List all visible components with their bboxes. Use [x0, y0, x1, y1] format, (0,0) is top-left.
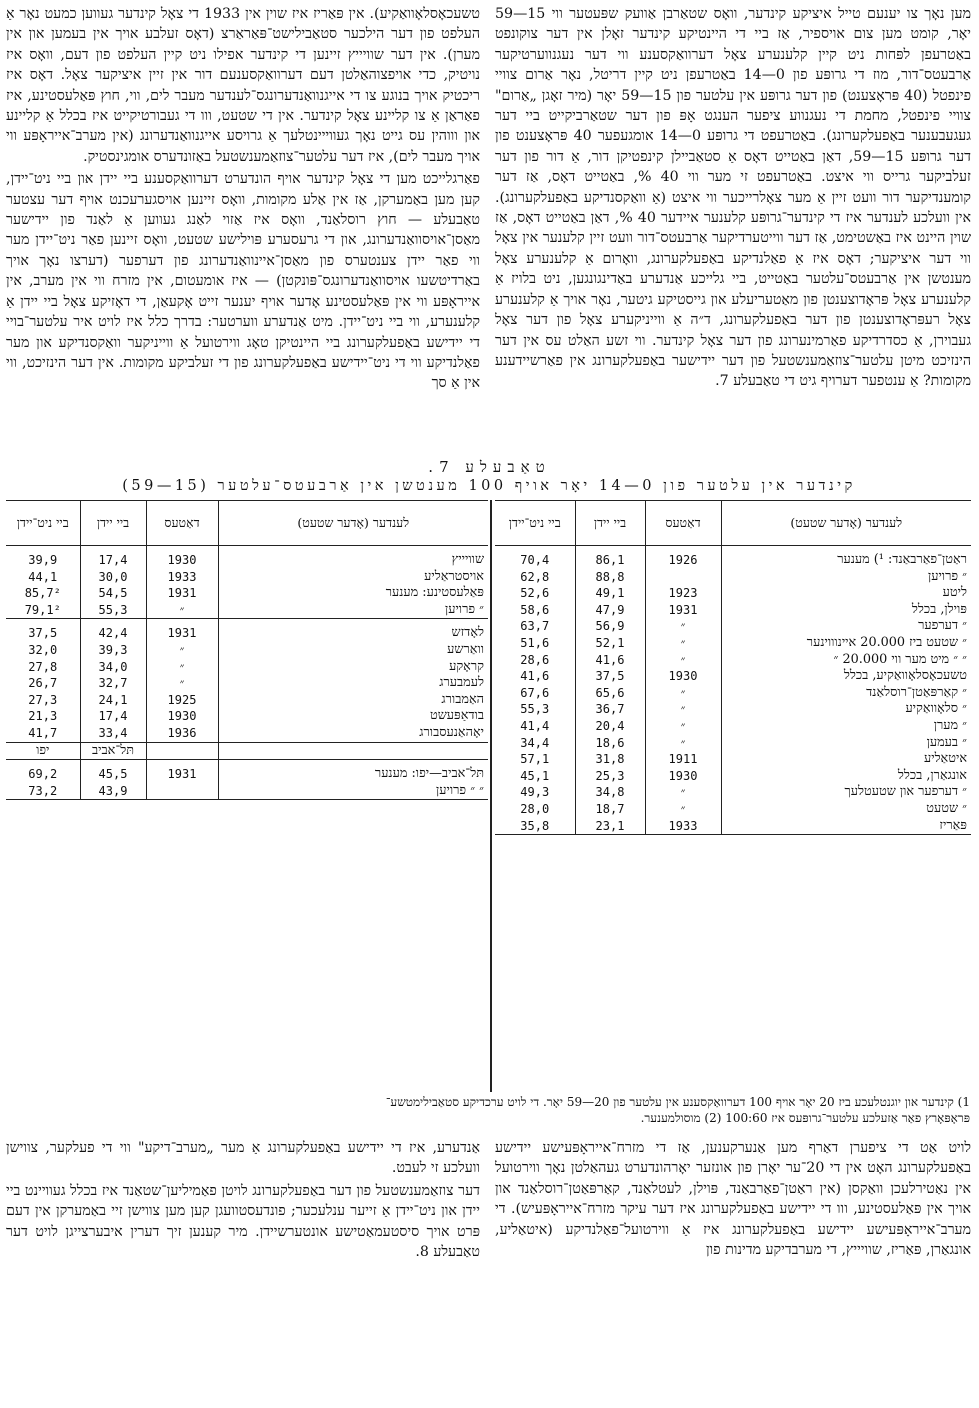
table-row	[6, 585, 488, 602]
row-label: ״ ״ מיט מער ווי 20.000 ״	[721, 652, 971, 669]
census-year: ״	[146, 659, 218, 676]
row-label: ״ שטעט	[721, 801, 971, 818]
value-jews: 18,6	[575, 735, 645, 752]
text-column-top-left	[6, 4, 480, 452]
table-row	[6, 783, 488, 800]
table-row	[6, 760, 488, 783]
empty-cell	[146, 742, 218, 760]
census-year: 1933	[645, 818, 721, 835]
value-jews: 37,5	[575, 668, 645, 685]
row-label: וואַרשע	[218, 642, 488, 659]
census-year: 1930	[645, 668, 721, 685]
value-jews: 23,1	[575, 818, 645, 835]
value-nonjews: 49,3	[520, 785, 550, 800]
header-jews: ביי יידן	[575, 501, 645, 546]
census-year: 1931	[146, 619, 218, 642]
value-jews: 45,5	[80, 760, 146, 783]
value-nonjews: 52,6	[520, 586, 550, 601]
census-year: ״	[645, 618, 721, 635]
census-year: ״	[645, 801, 721, 818]
table-row	[495, 652, 971, 669]
header-census: דאַטעס	[146, 501, 218, 546]
census-year: 1931	[645, 602, 721, 619]
header-nonjews: ביי ניט־יידן	[495, 501, 575, 546]
value-jews: 18,7	[575, 801, 645, 818]
value-jews: 24,1	[80, 692, 146, 709]
header-jews: ביי יידן	[80, 501, 146, 546]
census-year: ״	[645, 652, 721, 669]
census-year: 1926	[645, 546, 721, 569]
table-row	[495, 635, 971, 652]
empty-cell	[218, 742, 488, 760]
value-nonjews: 39,9	[28, 553, 58, 567]
paragraph: מען נאָך צו יענעם טייל איציקע קינדער, וואָס שטאַרבן אַוועק שפּעטער ווי 15—59 יאָר, קומט מען צום אויספיר, אַז ביי די היינטיקע קינדער זאָלן אין דער צוקונפט באַטרעפן לפּחות ניט קיין קלענערע צאָל דערוואַקסענע ווי דער נעגנווערטיקער אַרבעטס־דור, מוז די גרופּע פון 0—14 באַטרעפן ניט קיין דריטל, נאָר אַרום צוויי פינפטל (40 פּראָצענט) פון דער גרופּע אין עלטער פון 15—59 יאָר (מיר זאָגן „אַרום" צוויי פינפטל, מחמת די נעגנווע ציפער הענגט אָפּ פון דער שטאַרביקייט ביי דער געגעבענער באַפעלקערונג). באַטרעפט די גרופּע 0—14 אומגעפער 40 פּראָצענט פון דער גרופּע 15—59, דאַן באַטייט דאָס אַ סטאַביילן קינפטיקן דור, אַ דור פון דער זעלביקער גרייס ווי איצט. באַטרעפט זי מער ווי 40 %, באַטייט דאָס, אַז דער קומענדיקער דור וועט זיין אַ מער צאָלרייכער ווי איצט (אַ וואַקסנדיקע באַפעלקערונג). אין וועלכע לענדער איז די קינדער־גרופּע קלענער איידער 40 %, דאַן באַטייט דאָס, אַז שוין היינט איז באַשטימט, אַז דער ווייטערדיקער אַרבעטס־דור וועט זיין קלענער אין צאָל ווי דער איציקער; דאָס איז אַ פאַלנדיקע באַפעלקערונג, וואָרום אַ קלענערע צאָל מענטשן אין אַרבעטס־עלטער באַטייט, ביי גלייכע אַנדערע באַדינגונגען, ניט בלויז אַ קלענערע צאָל פּראָדוצענטן פון מאַטעריעלע און גייסטיקע גיטער, נאָר אויך אַ קלענערע צאָל רעפּראָדוצענטן פון דער באַפעלקערונג, ד״ה אַ ווייניקערע צאָל פון דער צאָל געבוירן, אַ כסדרדיקע פאַרמינערונג פון דער צאָל קינדער. ווי זשע האַלט עס אין דער הינזיכט מיטן עלטער־צוזאַמענשטעל פון דער יידישער באַפעלקערונג אין פאַרשיידענע מקומות? אַ ענטפער דערויף גיט די טאַבעלע 7.	[495, 6, 971, 390]
row-label: ״ פרויען	[721, 569, 971, 586]
value-nonjews: 41,7	[28, 725, 58, 740]
subheader-telaviv: תּל־אביב	[80, 742, 146, 760]
table-row	[6, 708, 488, 725]
table-row	[495, 602, 971, 619]
value-jews: 33,4	[80, 725, 146, 742]
row-label: ״ שטעט ביז 20.000 איינוווינער	[721, 635, 971, 652]
value-jews: 30,0	[80, 569, 146, 586]
value-nonjews: 41,6	[520, 669, 550, 684]
table-row	[495, 818, 971, 835]
footnote: 1) קינדער און יוגנטלעכע ביז 20 יאָר אויף 100 דערוואַקסענע אין עלטער פון 20—59 יאָר. די לויט ערכדיקע סטאַבילימטשע־	[385, 1095, 970, 1109]
value-nonjews: 37,5	[28, 626, 58, 641]
census-year	[146, 783, 218, 800]
text-column-bottom-right	[495, 1138, 971, 1406]
table-divider	[490, 500, 492, 1092]
table-row	[495, 668, 971, 685]
header-nonjews: ביי ניט־יידן	[6, 501, 80, 546]
table-row	[495, 784, 971, 801]
table-row	[6, 725, 488, 742]
header-census: דאַטעס	[645, 501, 721, 546]
value-jews: 34,8	[575, 784, 645, 801]
value-nonjews: 79,1²	[6, 602, 80, 619]
table-row	[6, 602, 488, 619]
value-nonjews: 41,4	[520, 718, 550, 733]
value-jews: 54,5	[80, 585, 146, 602]
table-left-half	[6, 500, 488, 800]
table-row	[495, 546, 971, 569]
census-year: 1931	[146, 760, 218, 783]
value-nonjews: 73,2	[28, 783, 58, 798]
value-jews: 17,4	[80, 546, 146, 569]
table-row	[495, 569, 971, 586]
subheader-jaffa: יפו	[6, 742, 80, 760]
row-label: ״ דערפער	[721, 618, 971, 635]
row-label: פּוילן, בכלל	[721, 602, 971, 619]
value-nonjews: 27,3	[28, 692, 58, 707]
table-subtitle: קינדער אין עלטער פון 0—14 יאָר אויף 100 מענטשן אין אַרבעטס־עלטער (15—59)	[122, 478, 856, 494]
table-row	[6, 659, 488, 676]
table-title: טאַבעלע 7.	[428, 458, 551, 476]
row-label: פּאַלעסטינע: מענער	[218, 585, 488, 602]
table-left-body	[6, 546, 488, 800]
row-label: שוויייץ	[218, 546, 488, 569]
value-nonjews: 21,3	[28, 709, 58, 724]
paragraph: דער צוזאַמענשטעל פון דער באַפעלקערונג לויטן פאַמיליען־שטאַנד איז בכלל געוויינט ביי יידן און ניט־יידן אַ זייער ענלעכער; פונדעסטוועגן קען מען צווישן זיי באַמערקן אין דעם פּרט אויך סיסטעמאַטישע אונטערשיידן. מיר קענען זיך דערין איבערצייגן לויט דער טאַבעלע 8.	[6, 1182, 480, 1261]
value-jews: 36,7	[575, 701, 645, 718]
row-label: ״ בעמען	[721, 735, 971, 752]
census-year: 1936	[146, 725, 218, 742]
value-nonjews: 26,7	[28, 676, 58, 691]
value-jews: 88,8	[575, 569, 645, 586]
table-row	[6, 692, 488, 709]
row-label: ״ ״ פרויען	[218, 783, 488, 800]
census-year: 1930	[146, 708, 218, 725]
row-label: ״ קאַרפּאַטן־רוסלאַנד	[721, 685, 971, 702]
census-year: ״	[645, 718, 721, 735]
row-label: ״ דערפער און שטעטלעך	[721, 784, 971, 801]
text-column-top-right	[495, 4, 971, 452]
paragraph: אַנדערע, איז די יידישע באַפעלקערונג אַ מער „מערב־דיקע" ווי די פעלקער, צווישן וועלכע זי לעבט.	[6, 1140, 480, 1177]
value-jews: 52,1	[575, 635, 645, 652]
table-right-body	[495, 546, 971, 835]
value-nonjews: 28,6	[520, 652, 550, 667]
table-row	[6, 619, 488, 642]
census-year: ״	[645, 784, 721, 801]
row-label: האַמבורג	[218, 692, 488, 709]
value-nonjews: 63,7	[520, 619, 550, 634]
census-year: ״	[645, 735, 721, 752]
value-jews: 86,1	[575, 546, 645, 569]
value-nonjews: 28,0	[520, 801, 550, 816]
value-jews: 56,9	[575, 618, 645, 635]
value-jews: 49,1	[575, 585, 645, 602]
table-row	[6, 546, 488, 569]
row-label: אויסטראַליע	[218, 569, 488, 586]
table-row	[495, 701, 971, 718]
value-jews: 41,6	[575, 652, 645, 669]
row-label: ״ סלאָוואַקיע	[721, 701, 971, 718]
census-year: 1931	[146, 585, 218, 602]
row-label: פּאַריז	[721, 818, 971, 835]
census-year: 1933	[146, 569, 218, 586]
census-year: ״	[146, 602, 218, 619]
footnote: פּראָפּאָרץ פאַר אַזעלכע עלטער־גרופּעס איז 100:60 (2) מוסולמענער.	[640, 1111, 970, 1125]
table-row	[495, 618, 971, 635]
table-row	[495, 718, 971, 735]
census-year: 1911	[645, 751, 721, 768]
row-label: לעמבערג	[218, 675, 488, 692]
value-jews: 42,4	[80, 619, 146, 642]
census-year: 1925	[146, 692, 218, 709]
header-country: לענדער (אָדער שטעט)	[721, 501, 971, 546]
value-nonjews: 44,1	[28, 569, 58, 584]
row-label: יאָהאַנעסבורג	[218, 725, 488, 742]
value-nonjews: 62,8	[520, 569, 550, 584]
table-row	[495, 735, 971, 752]
row-label: תּל־אביב—יפו: מענער	[218, 760, 488, 783]
row-label: ״ מערן	[721, 718, 971, 735]
value-jews: 31,8	[575, 751, 645, 768]
census-year: 1930	[146, 546, 218, 569]
row-label: טשעכאָסלאָוואַקיע, בכלל	[721, 668, 971, 685]
value-nonjews: 55,3	[520, 702, 550, 717]
value-jews: 65,6	[575, 685, 645, 702]
value-nonjews: 69,2	[28, 767, 58, 782]
value-nonjews: 45,1	[520, 768, 550, 783]
row-label: בודאַפּעשט	[218, 708, 488, 725]
census-year: ״	[146, 675, 218, 692]
row-label: ליטע	[721, 585, 971, 602]
census-year: ״	[645, 685, 721, 702]
table-row	[495, 685, 971, 702]
census-year: ״	[645, 701, 721, 718]
value-jews: 25,3	[575, 768, 645, 785]
value-nonjews: 67,6	[520, 685, 550, 700]
footnotes	[8, 1094, 970, 1126]
table-row	[495, 768, 971, 785]
table-right-half	[495, 500, 971, 835]
value-nonjews: 27,8	[28, 659, 58, 674]
census-year: ״	[645, 635, 721, 652]
value-jews: 32,7	[80, 675, 146, 692]
row-label: אונגאַרן, בכלל	[721, 768, 971, 785]
value-nonjews: 58,6	[520, 602, 550, 617]
value-nonjews: 34,4	[520, 735, 550, 750]
census-year: 1923	[645, 585, 721, 602]
table-row	[495, 585, 971, 602]
table-row	[6, 675, 488, 692]
row-label: ״ פרויען	[218, 602, 488, 619]
value-nonjews: 85,7²	[24, 586, 61, 601]
value-jews: 20,4	[575, 718, 645, 735]
table-subheader-row	[6, 742, 488, 760]
paragraph: לויט אַט די ציפערן דאַרף מען אַנערקענען, אַז די מזרח־אייראָפּעישע יידישע באַפעלקערונג האָט אין די 20־ער יאָרן פון אונזער יאָרהונדערט געהאַלטן נאָך ווירטועל אין נאַטירלעכן וואַקסן (אין ראַטן־פאַרבאַנד, פּוילן, לעטלאַנד, קאַרפּאַטן־רוסלאַנד און אויך אין פּאַלעסטינע, ווו די יידישע באַפעלקערונג איז דער עיקר מזרח־אייראָפּעיש). די מערב־אייראָפּעישע יידישע באַפעלקערונג איז אַ ווירטועל־פאַלנדיקע (איטאַליע, אונגאַרן, פּאַריז, שוויייץ, די מערבדיקע מדינות פון	[495, 1140, 971, 1259]
row-label: קראָקע	[218, 659, 488, 676]
value-jews: 43,9	[80, 783, 146, 800]
table-row	[495, 801, 971, 818]
census-year: ״	[146, 642, 218, 659]
paragraph: פאַרגלייכט מען די צאָל קינדער אויף הונדערט דערוואַקסענע ביי יידן און ביי ניט־יידן, קען מען באַמערקן, אַז אין אַלע מקומות, וואָס זיינען אויסגערעכנט אויף דער עצטער טאַבעלע — חוץ רוסלאַנד, וואָס איז אַזוי לאַנג געווען אַ לאַנד פון יידישער מאַסן־אויסוואַנדערונג, און די גרעסערע פּוילישע שטעט, וואָס זיינען פאַר ניט־יידן מער ווי פאַר יידן צענטערס פון מאַסן־איינוואַנדערונג פון דערפער (דערצו נאָך אויך באַרדיטשעו אויסוואַנדערונגס־פּונקטן) — איז אומעטום, אין מזרח ווי אין מערב, אין אייראָפּע ווי אין פּאַלעסטינע אָדער אויף יענער זייט אָקעאַן, די דאָזיקע צאָל ביי יידן אַ קלענערע, ווי ביי ניט־יידן. מיט אַנדערע ווערטער: בדרך כלל איז לויט איר עלטער־בויי די יידישע באַפעלקערונג ביי היינטיקן טאָג ווירטועל אַ ווייניקער וואַקסנדיקע און מער פאַלנדיקע ווי די ניט־יידישע באַפעלקערונג פון די זעלביקע מקומות. אין דער הינזיכט, ווי אין אַ סך	[6, 171, 480, 392]
census-year	[645, 569, 721, 586]
value-nonjews: 70,4	[520, 553, 550, 567]
table-row	[6, 642, 488, 659]
value-jews: 34,0	[80, 659, 146, 676]
value-jews: 55,3	[80, 602, 146, 619]
value-jews: 47,9	[575, 602, 645, 619]
value-nonjews: 57,1	[520, 752, 550, 767]
value-nonjews: 51,6	[520, 635, 550, 650]
census-year: 1930	[645, 768, 721, 785]
row-label: איטאַליע	[721, 751, 971, 768]
value-jews: 17,4	[80, 708, 146, 725]
table-row	[495, 751, 971, 768]
header-country: לענדער (אָדער שטעט)	[218, 501, 488, 546]
value-jews: 39,3	[80, 642, 146, 659]
text-column-bottom-left	[6, 1138, 480, 1406]
paragraph: טשעכאָסלאָוואַקיע). אין פּאַריז איז שוין אין 1933 די צאָל קינדער געווען כמעט נאָר אַ העלפט פון דער הילכער סטאַבילישט־פּאַראַרצ (דאָס זעלבע אויך אין בעמען און אין מערן). אין דער שוויייץ זיינען די קינדער אפילו ניט קיין העלפט פון דעם, וואָס איז נויטיק, כדי אויפצוהאַלטן דעם דערוואַקסענעם דור אין זיין איציקער צאָל. דאָס איז ריכטיק אויך בנוגע צו די אייגנוואַנדערונגס־לענדער מעבר לים, ווי, חוץ פּאַלעסטינע, איז פאַראַן אַ צו קליינע צאָל קינדער. אין די שטעט, ווו די געבורטיקייט איז בכלל אַ קליינע און וווהין עס גייט נאָך געווייינטלעך אַ גרויסע אייגנוואַנדערונג (אין מערב־אייראָפּע ווי אויך מעבר לים), איז דער עלטער־צוזאַמענשטעל באַזונדערס אומגינסטיק.	[6, 6, 480, 165]
value-nonjews: 32,0	[28, 642, 58, 657]
row-label: ראַטן־פאַרבאַנד: ¹) מענער	[721, 546, 971, 569]
table-row	[6, 569, 488, 586]
row-label: לאָדזש	[218, 619, 488, 642]
value-nonjews: 35,8	[520, 818, 550, 833]
